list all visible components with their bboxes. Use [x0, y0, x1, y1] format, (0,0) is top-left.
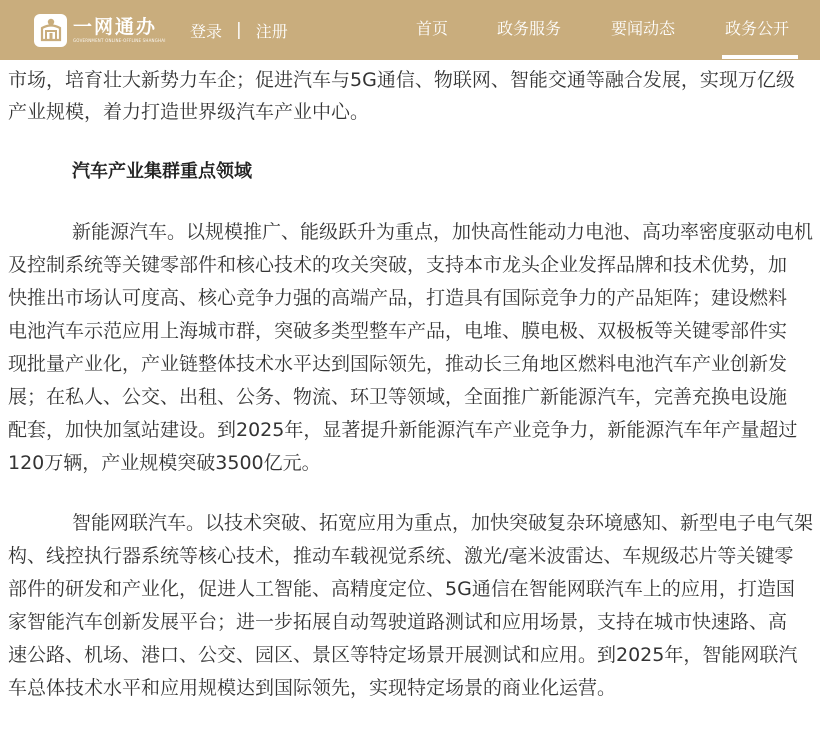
paragraph-line: 电池汽车示范应用上海城市群，突破多类型整车产品，电堆、膜电极、双极板等关键零部件实 — [8, 320, 788, 342]
brand-logo[interactable] — [34, 12, 166, 48]
brand-subtitle: GOVERNMENT ONLINE-OFFLINE SHANGHAI — [73, 38, 166, 43]
paragraph-line: 120万辆，产业规模突破3500亿元。 — [8, 452, 321, 474]
paragraph-line: 市场，培育壮大新势力车企；促进汽车与5G通信、物联网、智能交通等融合发展，实现万亿级 — [8, 69, 795, 91]
nav-item-home[interactable]: 首页 — [416, 19, 449, 38]
nav-item-services[interactable]: 政务服务 — [497, 19, 562, 38]
paragraph-line: 快推出市场认可度高、核心竞争力强的高端产品，打造具有国际竞争力的产品矩阵；建设燃料 — [8, 287, 788, 309]
top-navigation-bar — [0, 0, 820, 60]
nav-item-disclosure[interactable]: 政务公开 — [725, 19, 790, 38]
paragraph-line: 智能网联汽车。以技术突破、拓宽应用为重点，加快突破复杂环境感知、新型电子电气架 — [72, 512, 814, 534]
section-heading: 汽车产业集群重点领域 — [72, 161, 252, 182]
nav-item-news[interactable]: 要闻动态 — [611, 19, 676, 38]
paragraph-line: 速公路、机场、港口、公交、园区、景区等特定场景开展测试和应用。到2025年，智能网联汽 — [8, 644, 798, 666]
emblem-icon — [34, 14, 67, 47]
paragraph-line: 新能源汽车。以规模推广、能级跃升为重点，加快高性能动力电池、高功率密度驱动电机 — [72, 221, 814, 243]
paragraph-line: 展；在私人、公交、出租、公务、物流、环卫等领域，全面推广新能源汽车，完善充换电设施 — [8, 386, 788, 408]
paragraph-line: 部件的研发和产业化，促进人工智能、高精度定位、5G通信在智能网联汽车上的应用，打造国 — [8, 578, 795, 600]
register-link[interactable]: 注册 — [255, 21, 288, 41]
paragraph-line: 产业规模，着力打造世界级汽车产业中心。 — [8, 101, 370, 123]
paragraph-line: 现批量产业化，产业链整体技术水平达到国际领先，推动长三角地区燃料电池汽车产业创新发 — [8, 353, 788, 375]
paragraph-line: 及控制系统等关键零部件和核心技术的攻关突破，支持本市龙头企业发挥品牌和技术优势，加 — [8, 254, 788, 276]
brand-name: 一网通办 — [73, 16, 158, 38]
paragraph-line: 家智能汽车创新发展平台；进一步拓展自动驾驶道路测试和应用场景，支持在城市快速路、高 — [8, 611, 788, 633]
auth-links — [190, 18, 288, 42]
login-link[interactable]: 登录 — [190, 21, 223, 41]
paragraph-line: 车总体技术水平和应用规模达到国际领先，实现特定场景的商业化运营。 — [8, 677, 617, 699]
auth-separator: | — [236, 20, 242, 40]
paragraph-line: 配套，加快加氢站建设。到2025年，显著提升新能源汽车产业竞争力，新能源汽车年产量超过 — [8, 419, 798, 441]
paragraph-line: 构、线控执行器系统等核心技术，推动车载视觉系统、激光/毫米波雷达、车规级芯片等关键零 — [8, 545, 794, 567]
active-nav-indicator — [722, 55, 798, 59]
